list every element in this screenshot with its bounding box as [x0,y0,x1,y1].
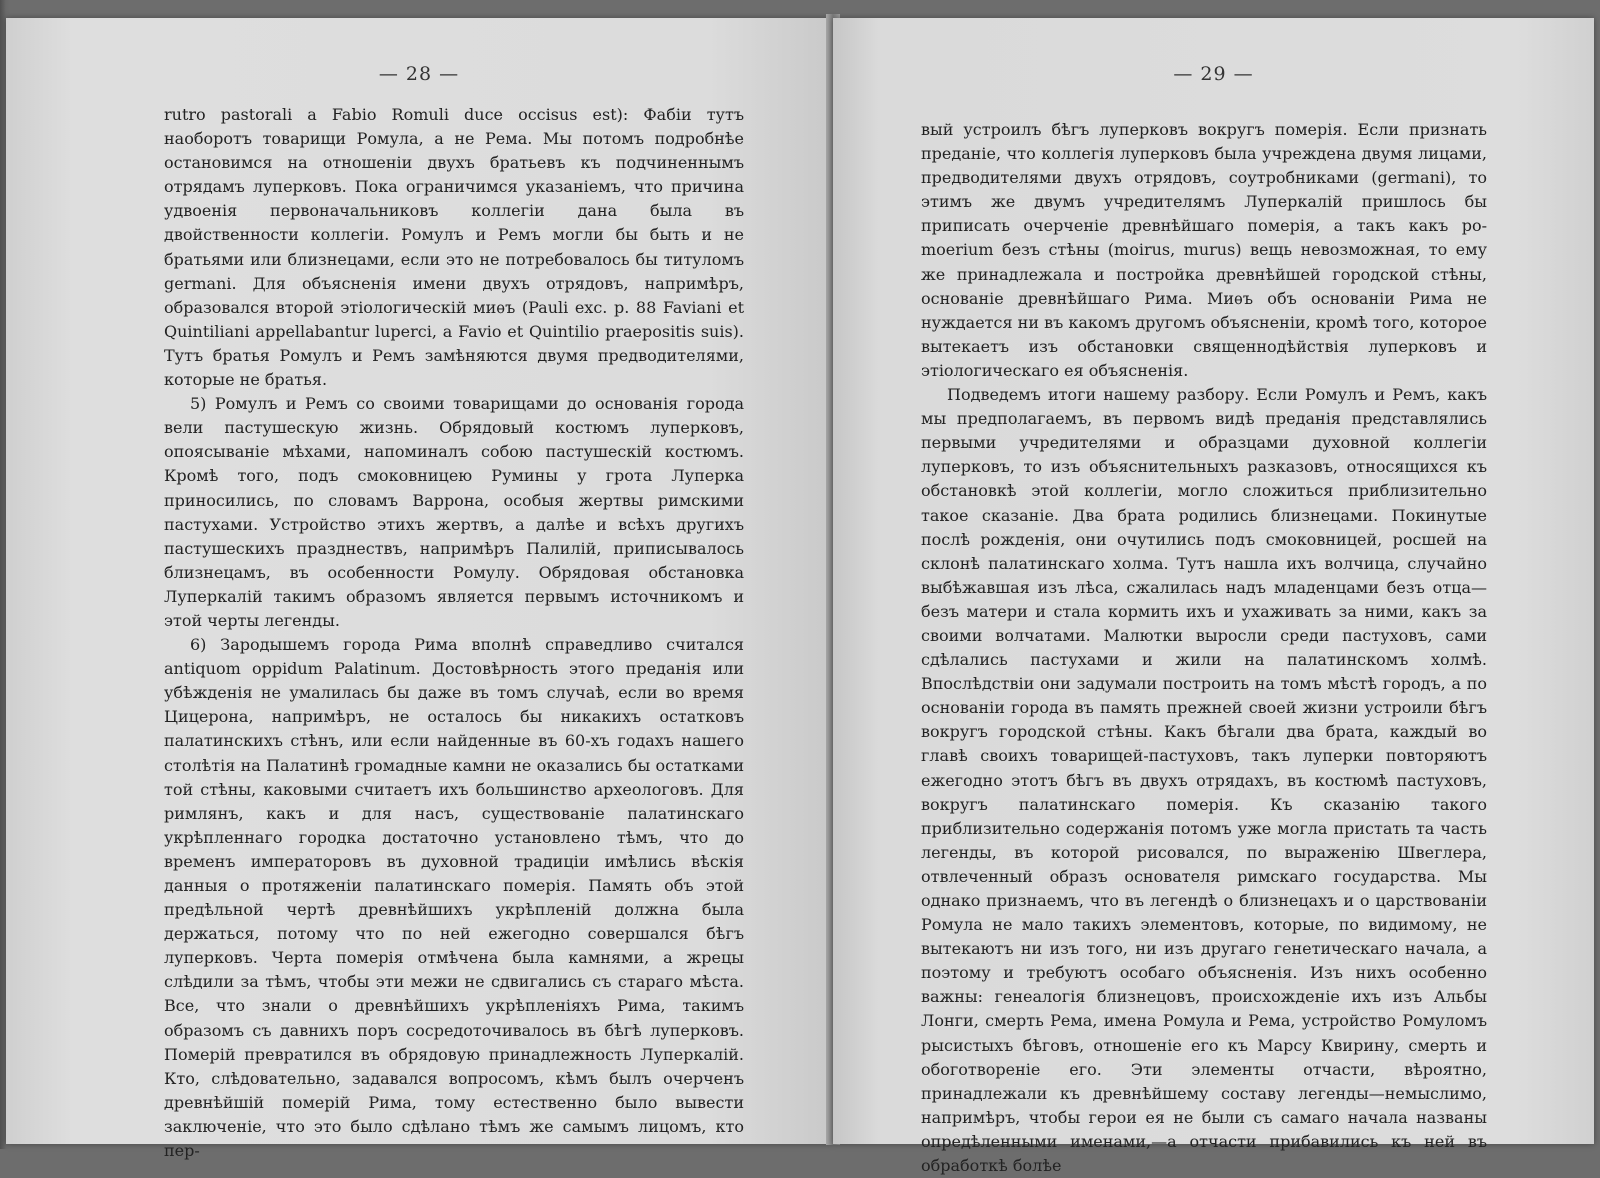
left-page [6,18,832,1161]
page-number-right: — 29 — [1173,63,1254,85]
right-page [833,18,1594,1176]
right-page-text [921,118,1487,1178]
paragraph: rutro pastorali a Fabio Romuli duce occisus est): Фабіи тутъ наоборотъ товарищи Ромула, а не Рема. Мы потомъ подробнѣе остановимся на отношеніи двухъ братьевъ къ подчиненнымъ отрядамъ луперковъ. Пока ограничимся указаніемъ, что причина удвоенія первоначальниковъ коллегіи дана была въ двойственности коллегіи. Ромулъ и Ремъ могли бы быть и не братьями или близнецами, если это не потребовалось бы титуломъ germani. Для объясненія имени двухъ отрядовъ, напримѣръ, образовался второй этіологическій миѳъ (Pauli exc. p. 88 Faviani et Quintiliani appellabantur luperci, a Favio et Quintilio praepositis suis). Тутъ братья Ромулъ и Ремъ замѣняются двумя предводителями, которые не братья. [164,105,744,390]
paragraph: Подведемъ итоги нашему разбору. Если Ромулъ и Ремъ, какъ мы предполагаемъ, въ первомъ видѣ преданія представлялись первыми учредителями и образцами духовной коллегіи луперковъ, то изъ объяснительныхъ разказовъ, относящихся къ обстановкѣ этой коллегіи, могло сложиться приблизительно такое сказаніе. Два брата родились близнецами. Покинутые послѣ рожденія, они очутились подъ смоковницей, росшей на склонѣ палатинскаго холма. Тутъ нашла ихъ волчица, случайно выбѣжавшая изъ лѣса, сжалилась надъ младенцами безъ отца—безъ матери и стала кормить ихъ и ухаживать за ними, какъ за своими волчатами. Малютки выросли среди пастуховъ, сами сдѣлались пастухами и жили на палатинскомъ холмѣ. Впослѣдствіи они задумали построить на томъ мѣстѣ городъ, а по основаніи города въ память прежней своей жизни устроили бѣгъ вокругъ городской стѣны. Какъ бѣгали два брата, каждый во главѣ своихъ товарищей-пастуховъ, такъ луперки повторяютъ ежегодно этотъ бѣгъ въ двухъ отрядахъ, въ костюмѣ пастуховъ, вокругъ палатинскаго померія. Къ сказанію такого приблизительно содержанія потомъ уже могла пристать та часть легенды, въ которой рисовался, по выраженію Швеглера, отвлеченный образъ основателя римскаго государства. Мы однако признаемъ, что въ легендѣ о близнецахъ и о царствованіи Ромула не мало такихъ элементовъ, которые, по видимому, не вытекаютъ ни изъ того, ни изъ другаго генетическаго начала, а поэтому и требуютъ особаго объясненія. Изъ нихъ особенно важны: генеалогія близнецовъ, происхожденіе ихъ изъ Альбы Лонги, смерть Рема, имена Ромула и Рема, устройство Ромуломъ рысистыхъ бѣговъ, отношеніе его къ Марсу Квирину, смерть и обоготвореніе его. Эти элементы отчасти, вѣроятно, принадлежали къ древнѣйшему составу легенды—немыслимо, напримѣръ, чтобы герои ея не были съ самаго начала названы опредѣленными именами,—а отчасти прибавились къ ней въ обработкѣ болѣе [921,385,1487,1176]
left-page-text [164,103,744,1163]
page-number-left: — 28 — [378,63,460,85]
paragraph: 5) Ромулъ и Ремъ со своими товарищами до основанія города вели пастушескую жизнь. Обрядовый костюмъ луперковъ, опоясываніе мѣхами, напоминалъ собою пастушескій костюмъ. Кромѣ того, подъ смоковницею Румины у грота Луперка приносились, по словамъ Варрона, особыя жертвы римскими пастухами. Устройство этихъ жертвъ, а далѣе и всѣхъ другихъ пастушескихъ празднествъ, напримѣръ Палилій, приписывалось близнецамъ, въ особенности Ромулу. Обрядовая обстановка Луперкалій такимъ образомъ является первымъ источникомъ и этой черты легенды. [164,394,744,630]
paragraph: 6) Зародышемъ города Рима вполнѣ справедливо считался antiquom oppidum Palatinum. Достовѣрность этого преданія или убѣжденія не умалилась бы даже въ томъ случаѣ, если во время Цицерона, напримѣръ, не осталось бы никакихъ остатковъ палатинскихъ стѣнъ, или если найденные въ 60-хъ годахъ нашего столѣтія на Палатинѣ громадные камни не оказались бы остатками той стѣны, каковыми считаетъ ихъ большинство археологовъ. Для римлянъ, какъ и для насъ, существованіе палатинскаго укрѣпленнаго городка достаточно установлено тѣмъ, что до временъ императоровъ въ духовной традиціи имѣлись вѣскія данныя о протяженіи палатинскаго померія. Память объ этой предѣльной чертѣ древнѣйшихъ укрѣпленій должна была держаться, потому что по ней ежегодно совершался бѣгъ луперковъ. Черта померія отмѣчена была камнями, а жрецы слѣдили за тѣмъ, чтобы эти межи не сдвигались съ стараго мѣста. Все, что знали о древнѣйшихъ укрѣпленіяхъ Рима, такимъ образомъ съ давнихъ поръ сосредоточивалось въ бѣгѣ луперковъ. Померій превратился въ обрядовую принадлежность Луперкалій. Кто, слѣдовательно, задавался вопросомъ, кѣмъ былъ очерченъ древнѣйшій померій Рима, тому естественно было вывести заключеніе, что это было сдѣлано тѣмъ же самымъ лицомъ, кто пер- [164,635,744,1161]
paragraph: вый устроилъ бѣгъ луперковъ вокругъ померія. Если признать преданіе, что коллегія луперковъ была учреждена двумя лицами, предводителями двухъ отрядовъ, соутробниками (germani), то этимъ же двумъ учредителямъ Луперкалій пришлось бы приписать очерченіе древнѣйшаго померія, а такъ какъ po-moerium безъ стѣны (moirus, murus) вещь невозможная, то ему же принадлежала и постройка древнѣйшей городской стѣны, основаніе древнѣйшаго Рима. Миѳъ объ основаніи Рима не нуждается ни въ какомъ другомъ объясненіи, кромѣ того, которое вытекаетъ изъ обстановки священнодѣйствія луперковъ и этіологическаго ея объясненія. [921,120,1487,380]
